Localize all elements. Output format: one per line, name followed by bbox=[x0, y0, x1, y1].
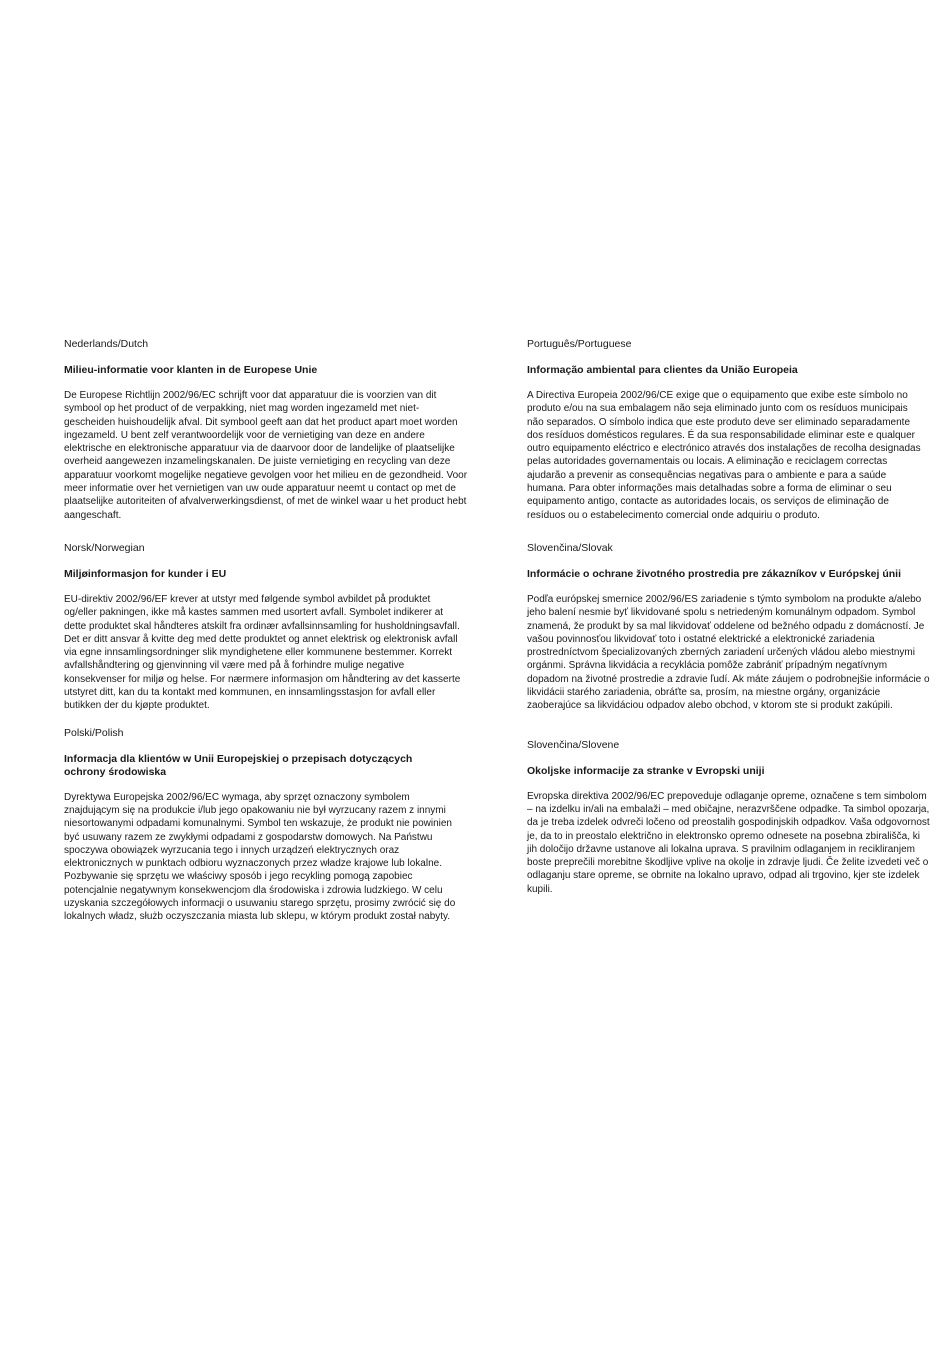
language-label-polish: Polski/Polish bbox=[64, 726, 124, 739]
left-column bbox=[64, 338, 469, 924]
language-label-dutch: Nederlands/Dutch bbox=[64, 338, 149, 350]
section-polish bbox=[64, 727, 469, 924]
language-label-portuguese: Português/Portuguese bbox=[527, 338, 632, 350]
section-heading-norwegian: Miljøinformasjon for kunder i EU bbox=[64, 567, 227, 580]
section-body-dutch: De Europese Richtlijn 2002/96/EC schrijft voor dat apparatuur die is voorzien van dit symbool op het product of de verpakking, niet mag worden ingezameld met niet-gescheiden huishoudelijk afval. Dit symbool geeft aan dat het product apart moet worden ingezameld. U bent zelf verantwoordelijk voor de vernietiging van deze en andere elektrische en elektronische apparatuur via de daarvoor door de landelijke of plaatselijke overheid aangewezen inzamelingskanalen. De juiste vernietiging en recycling van deze apparatuur voorkomt mogelijke negatieve gevolgen voor het milieu en de gezondheid. Voor meer informatie over het vernietigen van uw oude apparatuur neemt u contact op met de plaatselijke autoriteiten of afvalverwerkingsdienst, of met de winkel waar u het product hebt aangeschaft. bbox=[64, 390, 468, 521]
section-slovak bbox=[527, 542, 932, 713]
section-heading-slovene: Okoljske informacije za stranke v Evropski uniji bbox=[527, 764, 765, 777]
section-body-polish: Dyrektywa Europejska 2002/96/EC wymaga, aby sprzęt oznaczony symbolem znajdującym się na produkcie i/lub jego opakowaniu nie był wyrzucany razem z innymi niesortowanymi odpadami komunalnymi. Symbol ten wskazuje, że produkt nie powinien być usuwany razem ze zwykłymi odpadami z gospodarstw domowych. Na Państwu spoczywa obowiązek wyrzucania tego i innych urządzeń elektrycznych oraz elektronicznych w punktach odbioru wyznaczonych przez władze krajowe lub lokalne. Pozbywanie się sprzętu we właściwy sposób i jego recykling pomogą zapobiec potencjalnie negatywnym konsekwencjom dla środowiska i zdrowia ludzkiego. W celu uzyskania szczegółowych informacji o usuwaniu starego sprzętu, prosimy zwrócić się do lokalnych władz, służb oczyszczania miasta lub sklepu, w którym produkt został nabyty. bbox=[64, 791, 456, 923]
section-heading-slovak: Informácie o ochrane životného prostredia pre zákazníkov v Európskej únii bbox=[527, 567, 902, 580]
section-norwegian bbox=[64, 542, 469, 713]
language-label-slovak: Slovenčina/Slovak bbox=[527, 541, 613, 554]
section-portuguese bbox=[527, 338, 932, 522]
section-heading-dutch: Milieu-informatie voor klanten in de Europese Unie bbox=[64, 364, 318, 376]
language-label-norwegian: Norsk/Norwegian bbox=[64, 541, 145, 554]
section-body-portuguese: A Directiva Europeia 2002/96/CE exige que o equipamento que exibe este símbolo no produto e/ou na sua embalagem não seja eliminado junto com os resíduos municipais não separados. O símbolo indica que este produto deve ser eliminado separadamente dos resíduos domésticos regulares. É da sua responsabilidade eliminar este e qualquer outro equipamento eléctrico e electrónico através dos instalações de recolha designadas pelas autoridades governamentais ou locais. A eliminação e reciclagem correctas ajudarão a prevenir as consequências negativas para o ambiente e para a saúde humana. Para obter informações mais detalhadas sobre a forma de eliminar o seu equipamento antigo, contacte as autoridades locais, os serviços de eliminação de resíduos ou o estabelecimento comercial onde adquiriu o produto. bbox=[527, 390, 921, 521]
section-body-slovak: Podľa európskej smernice 2002/96/ES zariadenie s týmto symbolom na produkte a/alebo jeho balení nesmie byť likvidované spolu s netriedeným komunálnym odpadom. Symbol znamená, že produkt by sa mal likvidovať oddelene od bežného odpadu z domácností. Je vašou povinnosťou likvidovať toto i ostatné elektrické a elektronické zariadenia prostredníctvom špecializovaných zberných zariadení určených vládou alebo miestnymi orgánmi. Správna likvidácia a recyklácia pomôže zabrániť prípadným negatívnym dopadom na životné prostredie a zdravie ľudí. Ak máte záujem o podrobnejšie informácie o likvidácii starého zariadenia, obráťte sa, prosím, na miestne orgány, organizácie zaoberajúce sa likvidáciou odpadov alebo obchod, v ktorom ste si produkt zakúpili. bbox=[527, 593, 930, 712]
right-column bbox=[527, 338, 932, 896]
section-dutch bbox=[64, 338, 469, 522]
language-label-slovene: Slovenčina/Slovene bbox=[527, 738, 620, 751]
section-body-norwegian: EU-direktiv 2002/96/EF krever at utstyr med følgende symbol avbildet på produktet og/eller pakningen, ikke må kastes sammen med usortert avfall. Symbolet indikerer at dette produktet skal håndteres atskilt fra ordinær avfallsinnsamling for husholdningsavfall. Det er ditt ansvar å kvitte deg med dette produktet og annet elektrisk og elektronisk avfall via egne innsamlingsordninger slik myndighetene eller kommunene bestemmer. Korrekt avfallshåndtering og gjenvinning vil være med på å forhindre mulige negative konsekvenser for miljø og helse. For nærmere informasjon om håndtering av det kasserte utstyret ditt, kan du ta kontakt med kommunen, en innsamlingsstasjon for avfall eller butikken der du kjøpte produktet. bbox=[64, 593, 461, 712]
section-heading-portuguese: Informação ambiental para clientes da União Europeia bbox=[527, 364, 798, 376]
section-heading-polish: Informacja dla klientów w Unii Europejskiej o przepisach dotyczących ochrony środowiska bbox=[64, 752, 413, 778]
section-body-slovene: Evropska direktiva 2002/96/EC prepoveduje odlaganje opreme, označene s tem simbolom – na izdelku in/ali na embalaži – med običajne, nerazvrščene odpadke. Ta simbol opozarja, da je treba izdelek odvreči ločeno od preostalih gospodinjskih odpadkov. Vaša odgovornost je, da to in preostalo električno in elektronsko opremo odnesete na posebna zbirališča, ki jih določijo državne ustanove ali lokalna uprava. S pravilnim odlaganjem in recikliranjem boste preprečili morebitne škodljive vplive na okolje in zdravje ljudi. Če želite izvedeti več o odlaganju stare opreme, se obrnite na lokalno upravo, odpad ali trgovino, kjer ste izdelek kupili. bbox=[527, 790, 930, 895]
section-slovene bbox=[527, 739, 932, 896]
